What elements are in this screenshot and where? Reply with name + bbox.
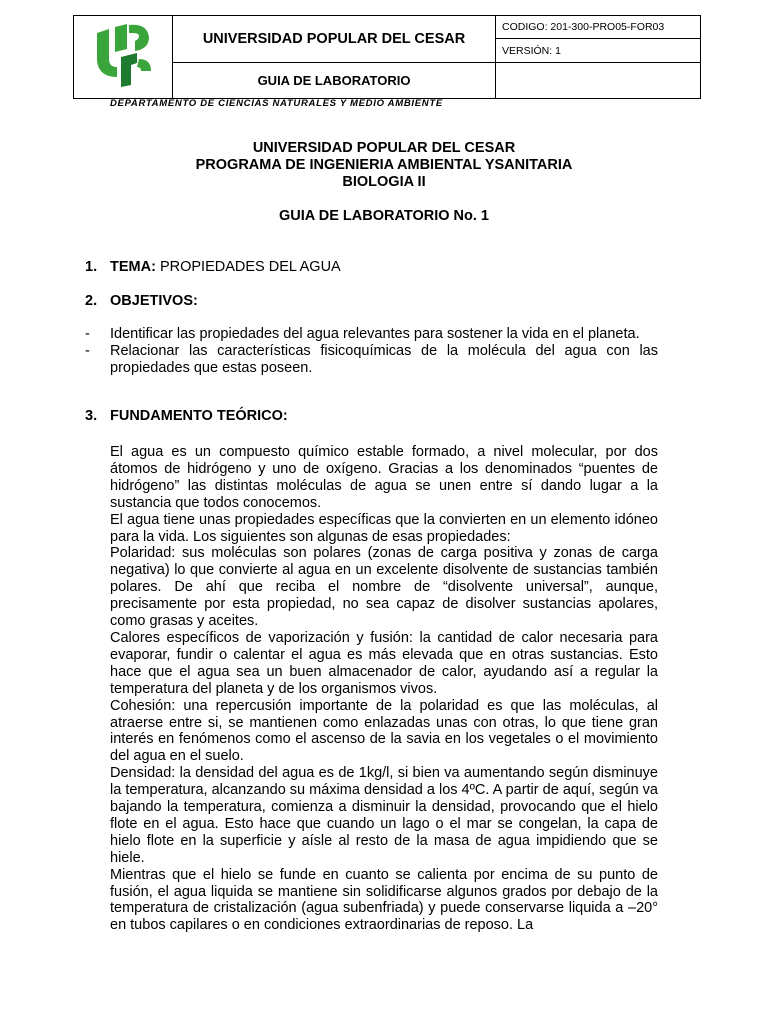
title-block <box>0 140 768 191</box>
document-code: CODIGO: 201-300-PRO05-FOR03 <box>496 16 701 39</box>
objective-text: Identificar las propiedades del agua relevantes para sostener la vida en el planeta. <box>110 326 640 342</box>
section-label: FUNDAMENTO TEÓRICO: <box>110 408 288 424</box>
paragraph: El agua es un compuesto químico estable formado, a nivel molecular, por dos átomos de hidrógeno y uno de oxígeno. Gracias a los denominados “puentes de hidrógeno” las distintas moléculas de agua se unen entre sí dando lugar a la sustancia que todos conocemos. <box>110 444 658 511</box>
empty-cell <box>496 63 701 99</box>
theory-body <box>110 444 658 934</box>
paragraph: Polaridad: sus moléculas son polares (zonas de carga positiva y zonas de carga negativa) lo que convierte al agua en un excelente disolvente de sustancias también polares. De ahí que reciba el nombre de “disolvente universal”, aunque, precisamente por esta propiedad, no sea capaz de disolver sustancias apolares, como grasas y aceites. <box>110 545 658 630</box>
document-version: VERSIÓN: 1 <box>496 39 701 63</box>
title-line-2: PROGRAMA DE INGENIERIA AMBIENTAL YSANITARIA <box>195 157 573 173</box>
header-table <box>73 15 701 99</box>
objective-text: Relacionar las características fisicoquímicas de la molécula del agua con las propiedades que estas poseen. <box>110 343 658 376</box>
objectives-list <box>85 326 658 377</box>
section-number: 2. <box>85 293 98 309</box>
paragraph: El agua tiene unas propiedades específicas que la convierten en un elemento idóneo para la vida. Los siguientes son algunas de esas propiedades: <box>110 511 658 545</box>
section-label: OBJETIVOS: <box>110 293 198 309</box>
section-number: 1. <box>85 259 98 275</box>
list-item: - Relacionar las características fisicoquímicas de la molécula del agua con las propiedades que estas poseen. <box>85 343 658 376</box>
logo-cell <box>74 16 173 99</box>
section-number: 3. <box>85 408 98 424</box>
section-fundamento <box>85 408 288 424</box>
paragraph: Densidad: la densidad del agua es de 1kg/l, si bien va aumentando según disminuye la temperatura, alcanzando su máxima densidad a los 4ºC. A partir de aquí, según va bajando la temperatura, comienza a disminuir la densidad, provocando que el hielo flote en el agua. Esto hace que cuando un lago o el mar se congelan, la capa de hielo flote en la superficie y aísle al resto de la masa de agua impidiendo que se hiele. <box>110 765 658 866</box>
section-value: PROPIEDADES DEL AGUA <box>155 259 341 275</box>
list-item: - Identificar las propiedades del agua relevantes para sostener la vida en el planeta. <box>85 326 658 343</box>
paragraph: Cohesión: una repercusión importante de la polaridad es que las moléculas, al atraerse entre si, se mantienen como enlazadas unas con otras, lo que tiene gran interés en fenómenos como el ascenso de la savia en los vegetales o el movimiento del agua en el suelo. <box>110 697 658 765</box>
section-label: TEMA: <box>110 259 156 275</box>
institution-title: UNIVERSIDAD POPULAR DEL CESAR <box>173 16 496 63</box>
section-objetivos <box>85 293 198 309</box>
title-line-3: BIOLOGIA II <box>342 174 426 190</box>
paragraph: Mientras que el hielo se funde en cuanto se calienta por encima de su punto de fusión, el agua liquida se mantiene sin solidificarse algunos grados por debajo de la temperatura de cristalización (agua subenfriada) y puede conservarse liquida a –20° en tubos capilares o en condiciones extraordinarias de reposo. La <box>110 866 658 934</box>
section-tema <box>85 259 341 275</box>
document-type: GUIA DE LABORATORIO <box>173 63 496 99</box>
department-line: DEPARTAMENTO DE CIENCIAS NATURALES Y MEDIO AMBIENTE <box>110 98 443 109</box>
university-logo <box>87 19 159 91</box>
paragraph: Calores específicos de vaporización y fusión: la cantidad de calor necesaria para evaporar, fundir o calentar el agua es más elevada que en otras sustancias. Esto hace que el agua sea un buen almacenador de calor, ayudando así a regular la temperatura del planeta y de los organismos vivos. <box>110 629 658 697</box>
title-line-1: UNIVERSIDAD POPULAR DEL CESAR <box>252 140 516 156</box>
guide-title: GUIA DE LABORATORIO No. 1 <box>279 208 489 224</box>
